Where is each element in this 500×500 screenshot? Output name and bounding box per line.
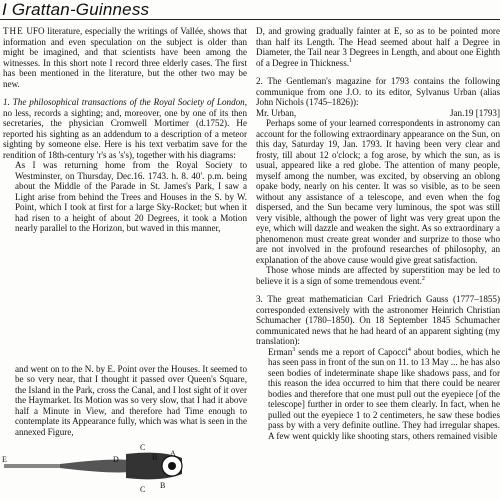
footnote-marker-3: 3	[292, 346, 296, 353]
ufo-figure	[0, 410, 244, 500]
wave-figure-space	[3, 234, 247, 364]
item-2-after-text: Those whose minds are affected by superstition may be led to believe it is a sign of some tremendous event.	[256, 265, 500, 286]
item-2-salutation: Mr. Urban,	[256, 107, 297, 118]
item-3-head: 3. The great mathematician Carl Friedrich Gauss (1777–1855) corresponded extensively with the astronomer Heinrich Christian Schumacher (1780–1850). On 18 September 1845 Schumacher communicated news that he had heard of an apparent sighting (my translation):	[256, 294, 500, 346]
item-1-body: no less, records a sighting; and, moreover, one by one of its then secretaries, the physician Cromwell Mortimer (d.1752). He reported his sighting as an addendum to a description of a meteor sighting by someone else. Here is his text verbatim save for the rendition of 18th-century 'r's as 's's), together with his diagrams:	[3, 107, 247, 160]
item-1-head: 1. The philosophical transactions of the Royal Society of London,	[3, 97, 247, 107]
figure-label-c-top: C	[140, 443, 146, 452]
figure-label-b-top: B	[152, 453, 158, 462]
figure-label-c-bottom: C	[140, 485, 146, 494]
item-3-quote-b: sends me a report of Capocci	[295, 346, 408, 357]
item-2-head: 2. The Gentleman's magazine for 1793 contains the following communique from one J.O. to its editor, Sylvanus Urban (alias John Nichols (1745–1826)):	[256, 76, 500, 107]
item-3-quote-c: about bodies, which he has seen pass in front of the sun on 11. to 13 May ... he has also seen bodies of indeterminate shape like shadows pass, and for this reason the idea occurred to him that there could be nearer bodies and therefore that one must pull out the eyepiece [of the telescope] further in order to see them clearly. In fact, when he pulled out the eyepiece 1 to 2 centimeters, he saw these bodies pass by with a very definite outline. They had irregular shapes. A few went quickly like shooting stars, others remained visible	[268, 346, 500, 441]
footnote-marker-2: 2	[421, 275, 425, 282]
figure-label-e: E	[2, 455, 7, 464]
ufo-diagram	[0, 410, 244, 500]
intro-text: UFO literature, especially the writings of Vallée, shows that information and even speculation on the subject is older than might be imagined, and that scientists have been among the witnesses. In this short note I record three elderly cases. The first has been mentioned in the literature, but the other two may be new.	[3, 26, 247, 89]
right-top-paragraph	[256, 26, 500, 68]
article-header	[0, 0, 500, 22]
item-2-after	[256, 265, 500, 286]
item-2-date: Jan.19 [1793]	[449, 107, 500, 118]
item-2-salutation-row	[256, 108, 500, 119]
item-1-continuation: and went on to the N. by E. Point over the Houses. It seemed to be so very near, that I thought it passed over Queen's Square, the Island in the Park, cross the Canal, and I lost sight of it over the Haymarket. Its Motion was so very slow, that I had it above half a Minute in View, and therefore had Time enough to contemplate its Appearance fully, which was what is seen in the annexed Figure,	[15, 363, 247, 437]
footnote-marker-1: 1	[349, 57, 353, 64]
right-column	[256, 26, 500, 441]
left-column	[3, 26, 247, 437]
item-2-body: Perhaps some of your learned correspondents in astronomy can account for the following extraordinary appearance on the Sun, on this day, Saturday 19, Jan. 1793. It having been very clear and frosty, till about 12 o'clock; a fog arose, by which the sun, as is usual, appeared like a red globe. The attention of many people, myself among the number, was excited, by observing an oblong opake body, nearly on his center. It was so visible, as to be seen without any assistance of a telescope, and even when the fog dispersed, and the Sun became very luminous, the spot was still very visible, although the power of light was very great upon the eye, which will dazzle and weaken the sight. As so extraordinary a phenomenon must create great wonder and surprize to those who are not involved in the profound researches of philosophy, an explanation of the above cause would give great satisfaction.	[256, 118, 500, 265]
item-3-quote	[256, 347, 500, 442]
footnote-marker-4: 4	[407, 346, 411, 353]
intro-paragraph	[3, 26, 247, 89]
author-byline: I Grattan-Guinness	[2, 0, 150, 19]
item-1-paragraph	[3, 97, 247, 160]
header-rule	[0, 19, 500, 20]
intro-capitals: THE	[3, 26, 24, 36]
right-top-text: D, and growing gradually fainter at E, so as to be pointed more than half its Length. The Head seemed about half a Degree in Diameter, the Tail near 3 Degrees in Length, and about one Eighth of a Degree in Thickness.	[256, 26, 500, 68]
item-1-quote: As I was returning home from the Royal Society to Westminster, on Thursday, Dec.16. 1743. h. 8. 40'. p.m. being about the Middle of the Parade in St. James's Park, I saw a Light arise from behind the Trees and Houses in the S. by W. Point, which I took at first for a large Sky-Rocket; but when it had risen to a height of about 20 Degrees, it took a Motion nearly parallel to the Horizon, but waved in this manner,	[15, 160, 247, 233]
figure-label-d: D	[113, 455, 119, 464]
item-3-quote-a: Erman	[268, 346, 293, 357]
tail-shading	[60, 460, 130, 473]
figure-label-a: A	[170, 449, 176, 458]
head-core	[168, 462, 176, 470]
figure-label-b-bottom: B	[160, 481, 166, 490]
